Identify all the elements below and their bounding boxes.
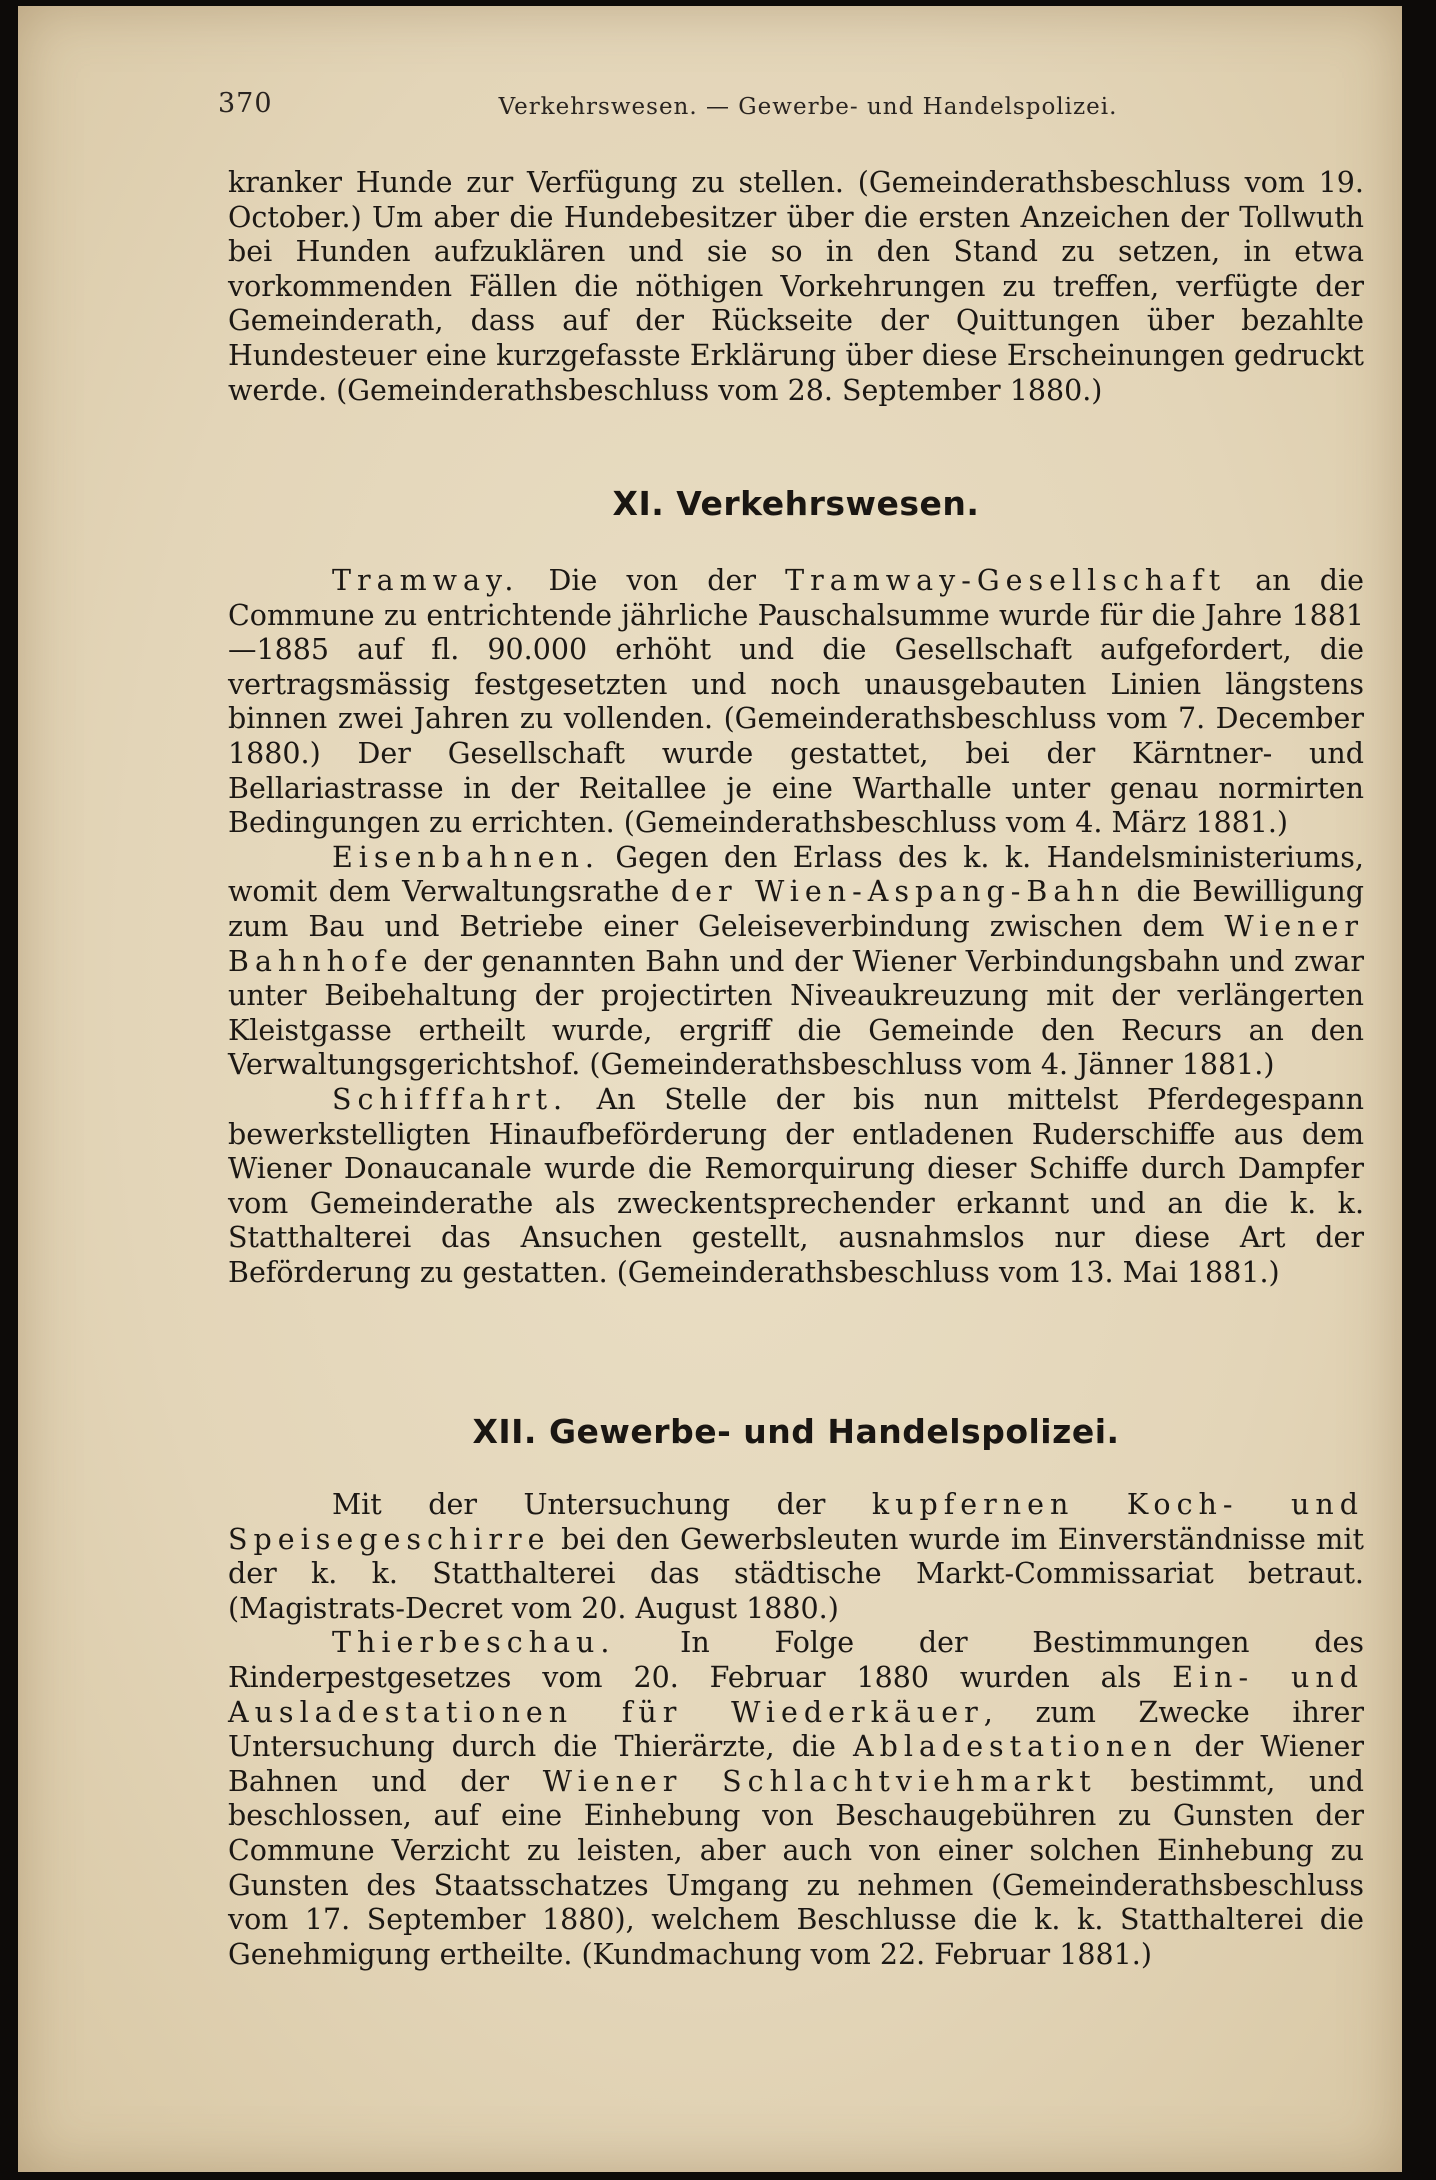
spaced-ausladestationen: Ein- und Ausladestationen für Wiederkäuer [228, 1660, 1364, 1729]
lead-eisenbahnen: Eisenbahnen. [332, 840, 600, 874]
lead-schifffahrt: Schifffahrt. [332, 1082, 569, 1116]
running-title: Verkehrswesen. — Gewerbe- und Handelspolizei. [498, 94, 1118, 120]
paragraph-thierbeschau: Thierbeschau. In Folge der Bestimmungen des Rinderpestgesetzes vom 20. Februar 1880 wurden als Ein- und Ausladestationen für Wiederkäuer, zum Zwecke ihrer Untersuchung durch die Thierärzte, die Abladestationen der Wiener Bahnen und der Wiener Schlachtviehmarkt bestimmt, und beschlossen, auf eine Einhebung von Beschaugebühren zu Gunsten der Commune Verzicht zu leisten, aber auch von einer solchen Einhebung zu Gunsten des Staatsschatzes Umgang zu nehmen (Gemeinderathsbeschluss vom 17. September 1880), welchem Beschlusse die k. k. Statthalterei die Genehmigung ertheilte. (Kundmachung vom 22. Februar 1881.) [228, 1626, 1364, 1971]
spaced-schlachtviehmarkt: Wiener Schlachtviehmarkt [542, 1764, 1097, 1798]
intro-paragraph [228, 166, 1364, 408]
lead-thierbeschau: Thierbeschau. [332, 1626, 616, 1660]
spaced-wiener-bahnhofe: Wiener Bahnhofe [228, 909, 1364, 978]
document-page [18, 6, 1402, 2172]
page-header [208, 84, 1368, 132]
section-xii-body [228, 1488, 1364, 1972]
paragraph-eisenbahnen: Eisenbahnen. Gegen den Erlass des k. k. Handelsministeriums, womit dem Verwaltungsrathe der Wien-Aspang-Bahn die Bewilligung zum Bau und Betriebe einer Geleiseverbindung zwischen dem Wiener Bahnhofe der genannten Bahn und der Wiener Verbindungsbahn und zwar unter Beibehaltung der projectirten Niveaukreuzung mit der verlängerten Kleistgasse ertheilt wurde, ergriff die Gemeinde den Recurs an den Verwaltungsgerichtshof. (Gemeinderathsbeschluss vom 4. Jänner 1881.) [228, 840, 1364, 1082]
paragraph-schifffahrt: Schifffahrt. An Stelle der bis nun mittelst Pferdegespann bewerkstelligten Hinaufbeförderung der entladenen Ruderschiffe aus dem Wiener Donaucanale wurde die Remorquirung dieser Schiffe durch Dampfer vom Gemeinderathe als zweckentsprechender erkannt und an die k. k. Statthalterei das Ansuchen gestellt, ausnahmslos nur diese Art der Beförderung zu gestatten. (Gemeinderathsbeschluss vom 13. Mai 1881.) [228, 1082, 1364, 1289]
spaced-abladestationen: Abladestationen [853, 1730, 1178, 1764]
section-heading-xi: XI. Verkehrswesen. [612, 484, 980, 523]
lead-tramway: Tramway. [332, 564, 520, 597]
spaced-wien-aspang-bahn: der Wien-Aspang-Bahn [670, 875, 1126, 909]
section-heading-xii: XII. Gewerbe- und Handelspolizei. [472, 1412, 1120, 1451]
intro-text: kranker Hunde zur Verfügung zu stellen. (Gemeinderathsbeschluss vom 19. October.) Um aber die Hundebesitzer über die ersten Anzeichen der Tollwuth bei Hunden aufzuklären und sie so in den Stand zu setzen, in etwa vorkommenden Fällen die nöthigen Vorkehrungen zu treffen, verfügte der Gemeinderath, dass auf der Rückseite der Quittungen über bezahlte Hundesteuer eine kurzgefasste Erklärung über diese Erscheinungen gedruckt werde. (Gemeinderathsbeschluss vom 28. September 1880.) [228, 166, 1364, 407]
paragraph-geschirre: Mit der Untersuchung der kupfernen Koch- und Speisegeschirre bei den Gewerbsleuten wurde im Einverständnisse mit der k. k. Statthalterei das städtische Markt-Commissariat betraut. (Magistrats-Decret vom 20. August 1880.) [228, 1488, 1364, 1625]
paragraph-tramway: Tramway. Die von der Tramway-Gesellschaft an die Commune zu entrichtende jährliche Pauschalsumme wurde für die Jahre 1881—1885 auf fl. 90.000 erhöht und die Gesellschaft aufgefordert, die vertragsmässig festgesetzten und noch unausgebauten Linien längstens binnen zwei Jahren zu vollenden. (Gemeinderathsbeschluss vom 7. December 1880.) Der Gesellschaft wurde gestattet, bei der Kärntner- und Bellariastrasse in der Reitallee je eine Warthalle unter genau normirten Bedingungen zu errichten. (Gemeinderathsbeschluss vom 4. März 1881.) [228, 564, 1364, 840]
page-number: 370 [218, 88, 273, 119]
section-xi-body [228, 564, 1364, 1290]
spaced-koch-speisegeschirre: kupfernen Koch- und Speisegeschirre [228, 1488, 1364, 1556]
spaced-tramway-gesellschaft: Tramway-Gesellschaft [785, 564, 1227, 597]
